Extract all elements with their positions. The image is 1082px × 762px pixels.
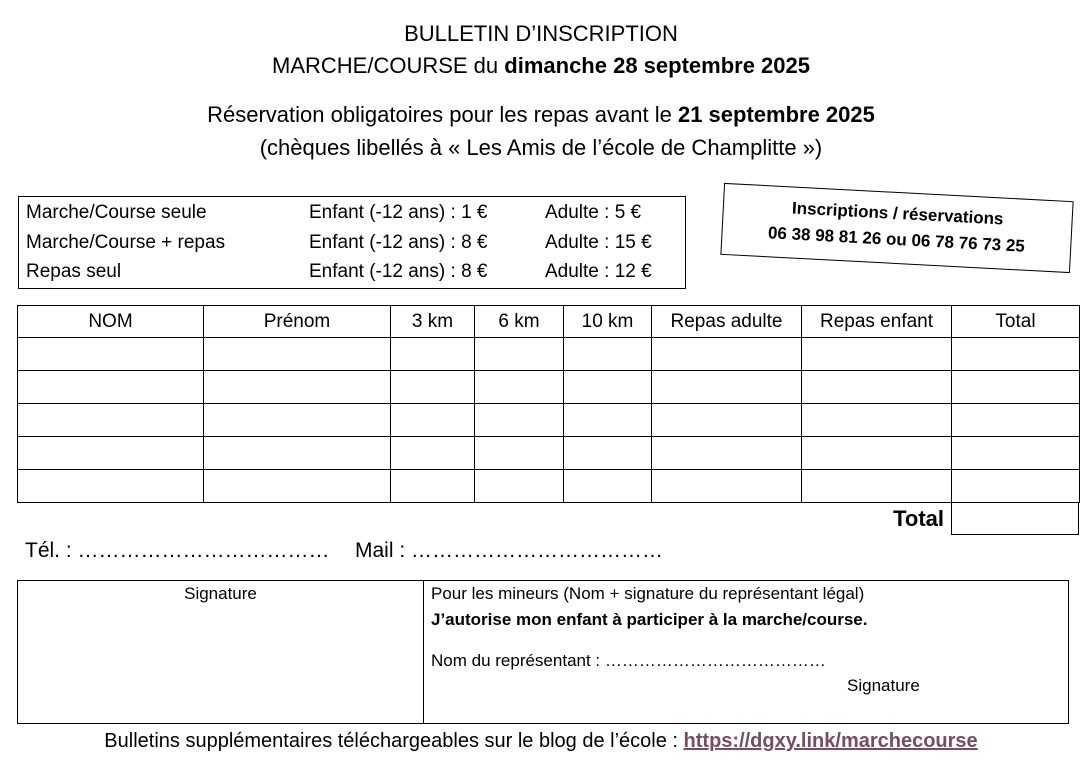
cell-input[interactable] [564,338,652,371]
col-header-3km: 3 km [391,306,475,338]
price-label: Repas seul [26,261,122,282]
table-row [18,338,1080,371]
contact-title: Inscriptions / réservations [791,198,1004,229]
representative-name-field[interactable]: Nom du représentant : ………………………………… [431,651,826,670]
price-adult: Adulte : 12 € [545,261,652,282]
cell-input[interactable] [952,470,1080,503]
cell-input[interactable] [475,338,564,371]
grand-total-label: Total [893,506,944,531]
event-subtitle-prefix: MARCHE/COURSE du [272,53,505,78]
event-date: dimanche 28 septembre 2025 [504,53,810,78]
table-row [18,470,1080,503]
cell-input[interactable] [391,371,475,404]
cell-input[interactable] [952,437,1080,470]
cell-input[interactable] [564,371,652,404]
cell-input[interactable] [652,338,802,371]
cell-input[interactable] [391,470,475,503]
cell-input[interactable] [391,404,475,437]
cheque-notice: (chèques libellés à « Les Amis de l’école de Champlitte ») [259,135,823,160]
reservation-deadline: 21 septembre 2025 [677,102,875,127]
mail-field[interactable]: Mail : ……………………………… [355,539,664,562]
cell-input[interactable] [18,404,204,437]
cell-input[interactable] [204,371,391,404]
cell-input[interactable] [475,371,564,404]
contact-phones: 06 38 98 81 26 ou 06 78 76 73 25 [767,223,1026,256]
registration-table [17,305,1080,503]
col-header-prenom: Prénom [204,306,391,338]
footer [0,728,1082,754]
cell-input[interactable] [204,338,391,371]
col-header-total: Total [952,306,1080,338]
cell-input[interactable] [564,470,652,503]
cell-input[interactable] [802,404,952,437]
cell-input[interactable] [564,404,652,437]
signature-box [17,580,1069,724]
price-label: Marche/Course + repas [26,232,226,253]
table-header-row [18,306,1080,338]
cell-input[interactable] [204,470,391,503]
cell-input[interactable] [802,470,952,503]
signature-divider [423,581,424,723]
reservation-prefix: Réservation obligatoires pour les repas avant le [207,102,678,127]
price-box [18,196,686,289]
cell-input[interactable] [802,437,952,470]
cell-input[interactable] [204,404,391,437]
col-header-nom: NOM [18,306,204,338]
col-header-6km: 6 km [475,306,564,338]
cell-input[interactable] [18,470,204,503]
footer-text: Bulletins supplémentaires téléchargeables sur le blog de l’école : [104,730,684,752]
price-adult: Adulte : 15 € [545,232,652,253]
tel-field[interactable]: Tél. : ……………………………… [25,539,330,562]
cell-input[interactable] [564,437,652,470]
cell-input[interactable] [952,338,1080,371]
col-header-10km: 10 km [564,306,652,338]
cell-input[interactable] [391,437,475,470]
price-child: Enfant (-12 ans) : 8 € [309,232,488,253]
representative-signature-label: Signature [847,676,920,695]
cell-input[interactable] [18,338,204,371]
minors-label: Pour les mineurs (Nom + signature du représentant légal) [431,584,865,603]
cell-input[interactable] [391,338,475,371]
table-row [18,371,1080,404]
col-header-repas-enfant: Repas enfant [802,306,952,338]
cell-input[interactable] [652,371,802,404]
cell-input[interactable] [18,437,204,470]
price-adult: Adulte : 5 € [545,202,642,223]
reservation-notice [0,101,1082,129]
cell-input[interactable] [475,404,564,437]
authorization-text: J’autorise mon enfant à participer à la marche/course. [431,610,868,629]
contact-box [720,183,1073,273]
cell-input[interactable] [652,470,802,503]
table-row [18,404,1080,437]
cell-input[interactable] [18,371,204,404]
price-child: Enfant (-12 ans) : 1 € [309,202,488,223]
event-subtitle [0,52,1082,80]
price-label: Marche/Course seule [26,202,207,223]
form-title: BULLETIN D’INSCRIPTION [404,21,678,46]
cell-input[interactable] [652,404,802,437]
blog-link[interactable]: https://dgxy.link/marchecourse [683,730,978,752]
signature-label: Signature [184,584,257,603]
cell-input[interactable] [475,470,564,503]
price-child: Enfant (-12 ans) : 8 € [309,261,488,282]
table-row [18,437,1080,470]
cell-input[interactable] [204,437,391,470]
cell-input[interactable] [952,404,1080,437]
grand-total-field[interactable] [951,502,1079,535]
cell-input[interactable] [952,371,1080,404]
cell-input[interactable] [802,338,952,371]
cell-input[interactable] [475,437,564,470]
col-header-repas-adulte: Repas adulte [652,306,802,338]
cell-input[interactable] [652,437,802,470]
cell-input[interactable] [802,371,952,404]
